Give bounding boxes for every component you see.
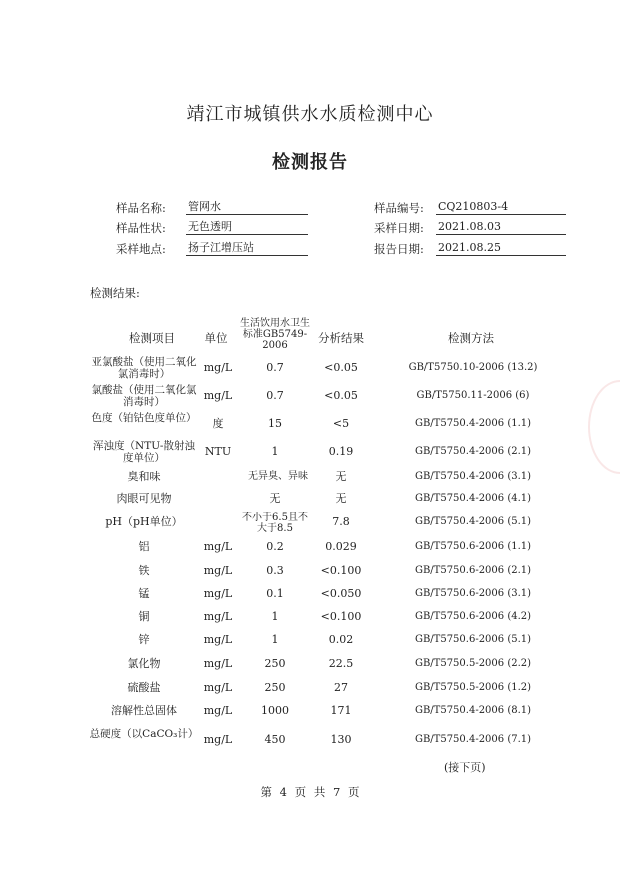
table-row-item: 氯酸盐（使用二氧化氯消毒时） xyxy=(91,384,197,408)
table-row-result: 22.5 xyxy=(328,657,354,670)
table-row-item: 氯化物 xyxy=(127,657,161,670)
sampling-location-label: 采样地点: xyxy=(116,242,166,256)
table-row-unit: mg/L xyxy=(203,633,233,646)
table-row-result: 27 xyxy=(334,681,348,694)
table-row-standard: 0.3 xyxy=(266,564,284,577)
results-section-label: 检测结果: xyxy=(90,286,140,300)
table-row-standard: 250 xyxy=(264,681,286,694)
table-row-unit: mg/L xyxy=(203,704,233,717)
page-number: 第 4 页 共 7 页 xyxy=(260,785,360,799)
table-row-item: 硫酸盐 xyxy=(127,681,161,694)
header-item: 检测项目 xyxy=(129,331,175,345)
table-row-standard: 不小于6.5且不大于8.5 xyxy=(242,512,308,534)
table-row-method: GB/T5750.4-2006 (3.1) xyxy=(414,471,532,482)
table-row-method: GB/T5750.4-2006 (8.1) xyxy=(414,705,532,716)
table-row-result: 0.19 xyxy=(328,445,354,458)
report-date-label: 报告日期: xyxy=(374,242,424,256)
table-row-item: 臭和味 xyxy=(127,470,161,483)
sample-name-label: 样品名称: xyxy=(116,201,166,215)
table-row-item: 铝 xyxy=(138,540,150,553)
table-row-result: <0.100 xyxy=(320,564,362,577)
table-row-standard: 0.1 xyxy=(266,587,284,600)
table-row-item: 铜 xyxy=(138,610,150,623)
table-row-result: <0.050 xyxy=(320,587,362,600)
table-row-result: <5 xyxy=(332,417,350,430)
table-row-unit: mg/L xyxy=(203,564,233,577)
sample-no-value: CQ210803-4 xyxy=(436,200,566,215)
header-unit: 单位 xyxy=(204,331,228,345)
table-row-standard: 450 xyxy=(264,733,286,746)
table-row-standard: 1 xyxy=(271,610,279,623)
table-row-standard: 无 xyxy=(269,492,281,505)
sampling-date-label: 采样日期: xyxy=(374,221,424,235)
table-row-method: GB/T5750.5-2006 (2.2) xyxy=(414,658,532,669)
continued-note: (接下页) xyxy=(444,761,486,774)
table-row-method: GB/T5750.11-2006 (6) xyxy=(416,390,530,401)
table-row-unit: mg/L xyxy=(203,540,233,553)
table-row-item: 铁 xyxy=(138,564,150,577)
table-row-unit: NTU xyxy=(204,445,232,458)
table-row-result: <0.100 xyxy=(320,610,362,623)
table-row-item: 肉眼可见物 xyxy=(116,492,172,505)
table-row-method: GB/T5750.10-2006 (13.2) xyxy=(408,362,538,373)
sampling-location-value: 扬子江增压站 xyxy=(186,241,308,256)
sample-name-value: 管网水 xyxy=(186,200,308,215)
table-row-result: 0.02 xyxy=(328,633,354,646)
table-row-item: pH（pH单位） xyxy=(105,515,183,528)
table-row-result: 171 xyxy=(330,704,352,717)
table-row-method: GB/T5750.6-2006 (4.2) xyxy=(414,611,532,622)
table-row-result: 无 xyxy=(335,492,347,505)
table-row-result: 130 xyxy=(330,733,352,746)
table-row-unit: mg/L xyxy=(203,587,233,600)
table-row-standard: 1 xyxy=(271,445,279,458)
table-row-result: 7.8 xyxy=(332,515,350,528)
table-row-method: GB/T5750.4-2006 (7.1) xyxy=(414,734,532,745)
table-row-item: 锰 xyxy=(138,587,150,600)
table-row-method: GB/T5750.6-2006 (2.1) xyxy=(414,565,532,576)
stamp-mark xyxy=(588,380,620,474)
table-row-method: GB/T5750.6-2006 (1.1) xyxy=(414,541,532,552)
table-row-method: GB/T5750.5-2006 (1.2) xyxy=(414,682,532,693)
sample-no-label: 样品编号: xyxy=(374,201,424,215)
table-row-standard: 15 xyxy=(268,417,282,430)
sample-property-value: 无色透明 xyxy=(186,220,308,235)
table-row-unit: mg/L xyxy=(203,389,233,402)
table-row-unit: mg/L xyxy=(203,733,233,746)
table-row-item: 总硬度（以CaCO₃计） xyxy=(89,728,199,740)
table-row-method: GB/T5750.6-2006 (5.1) xyxy=(414,634,532,645)
header-method: 检测方法 xyxy=(448,331,494,345)
table-row-unit: mg/L xyxy=(203,657,233,670)
table-row-standard: 250 xyxy=(264,657,286,670)
table-row-standard: 1000 xyxy=(261,704,289,717)
table-row-method: GB/T5750.4-2006 (5.1) xyxy=(414,516,532,527)
table-row-method: GB/T5750.4-2006 (2.1) xyxy=(414,446,532,457)
report-date-value: 2021.08.25 xyxy=(436,241,566,256)
table-row-standard: 0.2 xyxy=(266,540,284,553)
organization-name: 靖江市城镇供水水质检测中心 xyxy=(186,104,434,125)
sampling-date-value: 2021.08.03 xyxy=(436,220,566,235)
table-row-item: 锌 xyxy=(138,633,150,646)
table-row-standard: 0.7 xyxy=(266,361,284,374)
table-row-item: 浑浊度（NTU-散射浊度单位） xyxy=(93,440,195,464)
sample-property-label: 样品性状: xyxy=(116,221,166,235)
header-result: 分析结果 xyxy=(318,331,364,345)
table-row-unit: 度 xyxy=(212,417,224,430)
table-row-item: 色度（铂钴色度单位） xyxy=(91,412,197,424)
table-row-method: GB/T5750.4-2006 (1.1) xyxy=(414,418,532,429)
table-row-standard: 0.7 xyxy=(266,389,284,402)
report-title: 检测报告 xyxy=(272,152,348,173)
table-row-result: 0.029 xyxy=(325,540,357,553)
table-row-unit: mg/L xyxy=(203,361,233,374)
table-row-unit: mg/L xyxy=(203,681,233,694)
table-row-method: GB/T5750.6-2006 (3.1) xyxy=(414,588,532,599)
table-row-standard: 1 xyxy=(271,633,279,646)
table-row-result: 无 xyxy=(335,470,347,483)
table-row-item: 溶解性总固体 xyxy=(111,704,177,717)
header-standard: 生活饮用水卫生标准GB5749-2006 xyxy=(240,318,310,351)
table-row-item: 亚氯酸盐（使用二氧化氯消毒时） xyxy=(91,356,197,380)
table-row-method: GB/T5750.4-2006 (4.1) xyxy=(414,493,532,504)
table-row-result: <0.05 xyxy=(324,361,358,374)
table-row-standard: 无异臭、异味 xyxy=(248,471,308,482)
table-row-result: <0.05 xyxy=(324,389,358,402)
table-row-unit: mg/L xyxy=(203,610,233,623)
